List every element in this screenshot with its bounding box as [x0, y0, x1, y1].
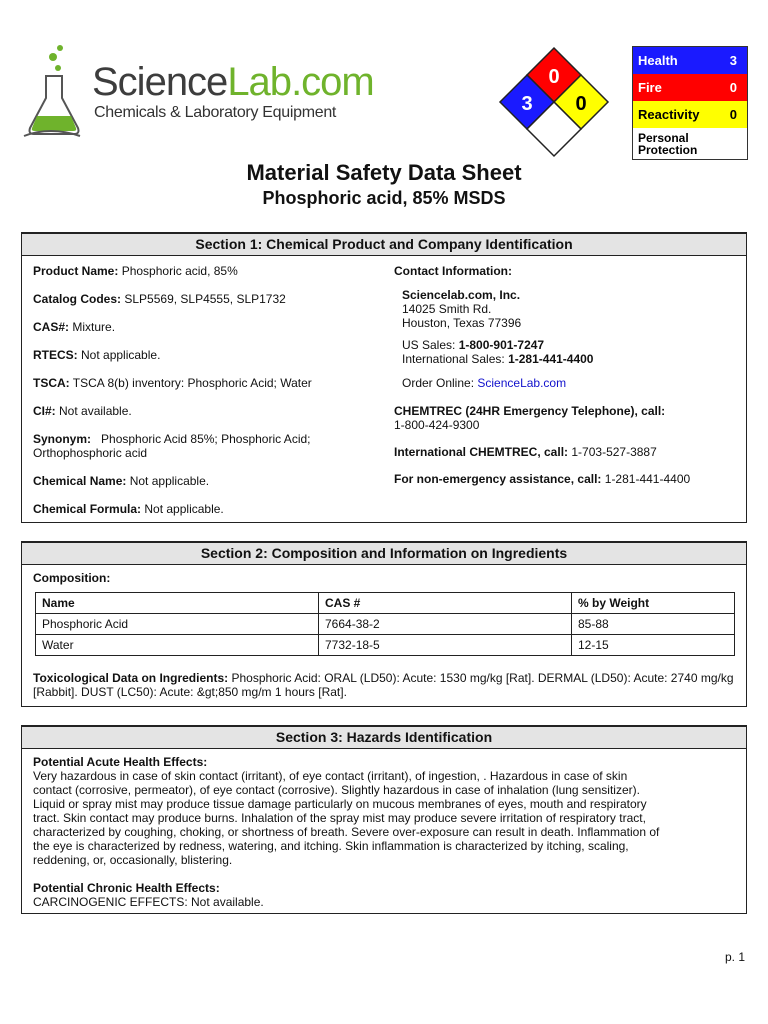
- hazard-value: 0: [729, 107, 737, 122]
- field-value: Not applicable.: [144, 502, 224, 516]
- field-label: CHEMTREC (24HR Emergency Telephone), call:: [394, 404, 666, 418]
- column-header: CAS #: [319, 593, 572, 614]
- section-heading: Section 2: Composition and Information on Ingredients: [22, 543, 746, 565]
- logo-word-lab: Lab: [227, 60, 292, 104]
- hazard-value: 3: [729, 53, 737, 68]
- field-label: Synonym:: [33, 432, 92, 446]
- field-label: For non-emergency assistance, call:: [394, 472, 602, 486]
- field-label: Toxicological Data on Ingredients:: [33, 671, 229, 685]
- nfpa-diamond: [498, 46, 610, 158]
- acute-effects-label: Potential Acute Health Effects:: [33, 755, 208, 769]
- table-cell: 12-15: [572, 635, 735, 656]
- field-label: Contact Information:: [394, 264, 512, 278]
- hazard-row-personal-protection: [633, 128, 747, 159]
- field-value: Phosphoric Acid 85%; Phosphoric Acid; Orthophosphoric acid: [33, 432, 311, 460]
- field-value: SLP5569, SLP4555, SLP1732: [124, 292, 286, 306]
- us-sales: [402, 338, 739, 352]
- field-value: 1-800-901-7247: [458, 338, 545, 352]
- table-row: [36, 614, 735, 635]
- intl-chemtrec: [394, 445, 739, 459]
- column-header: Name: [36, 593, 319, 614]
- table-cell: 7664-38-2: [319, 614, 572, 635]
- table-cell: Water: [36, 635, 319, 656]
- toxicological-data: [33, 671, 739, 699]
- chronic-effects-text: CARCINOGENIC EFFECTS: Not available.: [33, 895, 264, 909]
- document-subtitle: Phosphoric acid, 85% MSDS: [262, 188, 506, 208]
- hazard-row-fire: [633, 74, 747, 101]
- table-cell: 85-88: [572, 614, 735, 635]
- field-product-name: [33, 264, 373, 278]
- field-value: TSCA 8(b) inventory: Phosphoric Acid; Water: [72, 376, 312, 390]
- hazard-label: Health: [638, 53, 678, 68]
- field-label: CI#:: [33, 404, 56, 418]
- table-header-row: [36, 593, 735, 614]
- section-body: [22, 749, 746, 915]
- flask-icon: [20, 40, 84, 140]
- field-label: RTECS:: [33, 348, 78, 362]
- hazard-label: Fire: [638, 80, 662, 95]
- field-value: Mixture.: [72, 320, 116, 334]
- field-value: 1-703-527-3887: [571, 445, 657, 459]
- company-name: Sciencelab.com, Inc.: [402, 288, 521, 302]
- field-value: Phosphoric acid, 85%: [121, 264, 238, 278]
- intl-sales: [402, 352, 739, 366]
- field-label: CAS#:: [33, 320, 70, 334]
- hazard-row-health: [633, 47, 747, 74]
- field-label: TSCA:: [33, 376, 70, 390]
- field-label: Chemical Name:: [33, 474, 127, 488]
- order-online-link[interactable]: ScienceLab.com: [477, 376, 567, 390]
- field-value: Not applicable.: [81, 348, 161, 362]
- field-ci: [33, 404, 373, 418]
- document-title: Material Safety Data Sheet: [246, 160, 522, 185]
- field-chemical-name: [33, 474, 373, 488]
- field-value: 1-281-441-4400: [508, 352, 594, 366]
- section-3: [21, 725, 747, 914]
- section-heading: Section 3: Hazards Identification: [22, 727, 746, 749]
- product-details: [33, 264, 373, 530]
- field-value: Phosphoric Acid: ORAL (LD50): Acute: 1530 mg/kg [Rat]. DERMAL (LD50): Acute: 2740 mg/kg [Rabbit]. DUST (LC50): Acute: &gt;850 mg/m 1 hours [Rat].: [33, 671, 734, 699]
- contact-details: [394, 264, 739, 486]
- field-label: Product Name:: [33, 264, 119, 278]
- field-catalog-codes: [33, 292, 373, 306]
- hazard-label: Personal Protection: [638, 131, 698, 157]
- table-cell: Phosphoric Acid: [36, 614, 319, 635]
- section-1: [21, 232, 747, 523]
- order-online: [394, 376, 739, 390]
- chemtrec: [394, 404, 739, 432]
- chronic-effects-label: Potential Chronic Health Effects:: [33, 881, 220, 895]
- section-heading: Section 1: Chemical Product and Company Identification: [22, 234, 746, 256]
- hazard-value: 0: [729, 80, 737, 95]
- logo-tagline: Chemicals & Laboratory Equipment: [94, 104, 337, 121]
- field-tsca: [33, 376, 373, 390]
- logo-word-com: .com: [291, 60, 374, 104]
- non-emergency: [394, 472, 739, 486]
- field-label: Order Online:: [402, 376, 475, 390]
- field-value: Not available.: [59, 404, 132, 418]
- hazard-row-reactivity: [633, 101, 747, 128]
- field-value: 1-281-441-4400: [604, 472, 691, 486]
- field-label: International Sales:: [402, 352, 505, 366]
- logo-wordmark: [92, 60, 374, 104]
- field-value: Not applicable.: [129, 474, 210, 488]
- table-cell: 7732-18-5: [319, 635, 572, 656]
- acute-effects-text: Very hazardous in case of skin contact (irritant), of eye contact (irritant), of ingestion, . Hazardous in case of skin contact (corrosive, permeator), of eye contact (corrosive). Slightly hazardous in case of inhalation (lung sensitizer). Liquid or spray mist may produce tissue damage particularly on mucous membranes of eyes, mouth and respiratory tract. Skin contact may produce burns. Inhalation of the spray mist may produce severe irritation of respiratory tract, characterized by coughing, choking, or shortness of breath. Severe over-exposure can result in death. Inflammation of the eye is characterized by redness, watering, and itching. Skin inflammation is characterized by itching, scaling, reddening, or, occasionally, blistering.: [33, 769, 660, 867]
- page-number: p. 1: [724, 950, 745, 964]
- sciencelab-logo: [20, 40, 374, 140]
- composition-label: Composition:: [33, 571, 111, 585]
- field-label: Catalog Codes:: [33, 292, 122, 306]
- field-cas: [33, 320, 373, 334]
- field-rtecs: [33, 348, 373, 362]
- field-synonym: [33, 432, 373, 460]
- field-label: Chemical Formula:: [33, 502, 142, 516]
- field-value: 1-800-424-9300: [394, 418, 480, 432]
- contact-heading: [394, 264, 739, 278]
- section-2: [21, 541, 747, 707]
- company-address: [394, 288, 739, 330]
- address-line-1: 14025 Smith Rd.: [402, 302, 492, 316]
- column-header: % by Weight: [572, 593, 735, 614]
- hazard-rating-table: [632, 46, 748, 160]
- address-line-2: Houston, Texas 77396: [402, 316, 522, 330]
- nfpa-fire-value: 0: [548, 66, 560, 88]
- table-row: [36, 635, 735, 656]
- nfpa-reactivity-value: 0: [575, 93, 587, 115]
- sales-phones: [394, 338, 739, 366]
- logo-word-science: Science: [92, 60, 228, 104]
- field-label: International CHEMTREC, call:: [394, 445, 569, 459]
- field-label: US Sales:: [402, 338, 456, 352]
- nfpa-health-value: 3: [521, 93, 533, 115]
- hazard-label: Reactivity: [638, 107, 700, 122]
- field-chemical-formula: [33, 502, 373, 516]
- composition-table: [35, 592, 735, 656]
